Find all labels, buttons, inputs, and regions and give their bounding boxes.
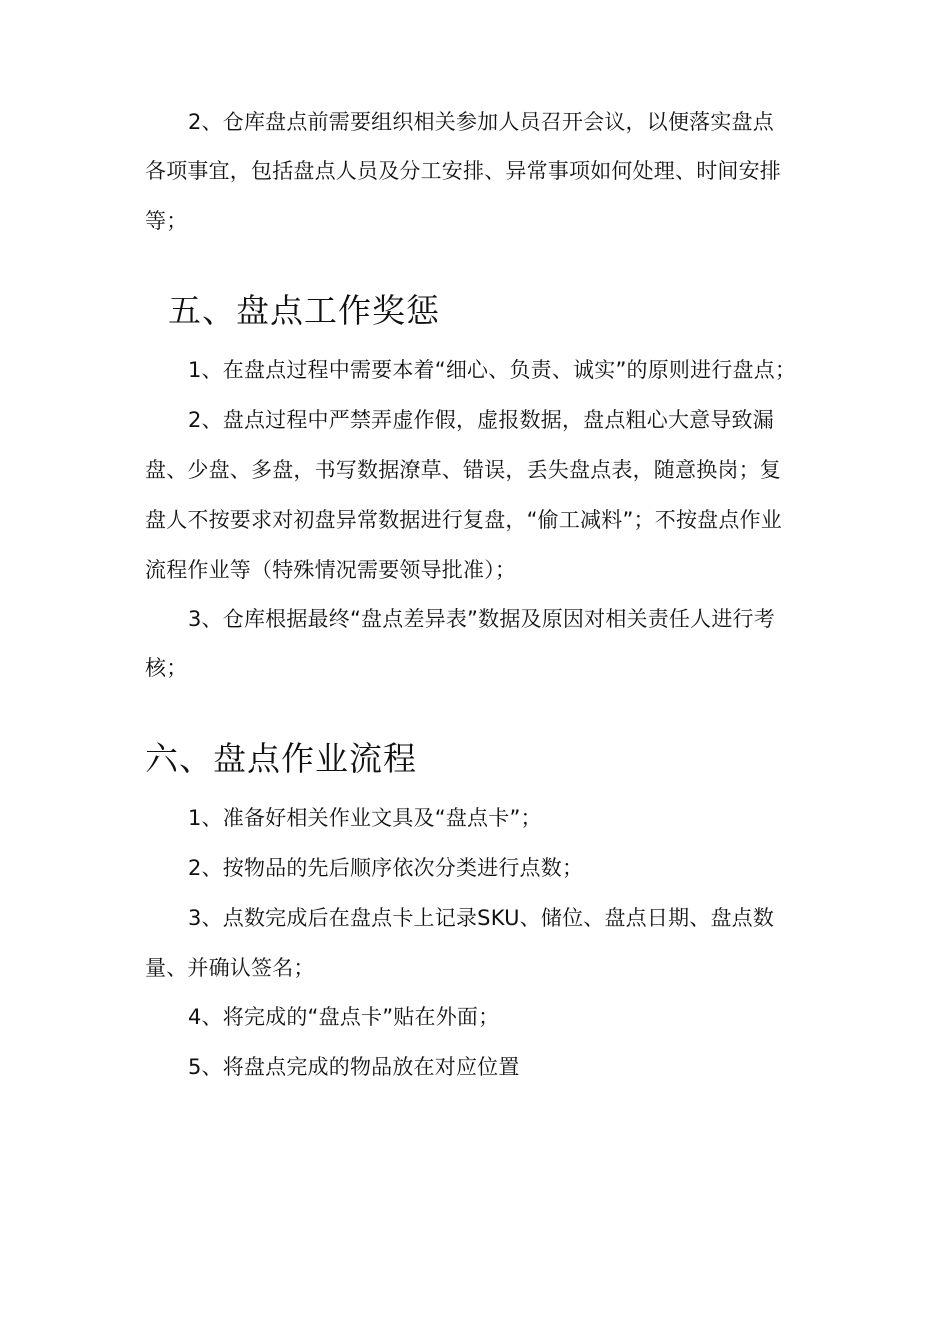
- s4-item2-line3: 等；: [145, 209, 188, 233]
- s5-item2-line1: 2、盘点过程中严禁弄虚作假，虚报数据，盘点粗心大意导致漏: [188, 408, 774, 432]
- section6-heading: 六、盘点作业流程: [145, 739, 417, 778]
- s6-item1-line1: 1、准备好相关作业文具及“盘点卡”；: [188, 806, 542, 830]
- s6-item5-line1: 5、将盘点完成的物品放在对应位置: [188, 1055, 520, 1079]
- s4-item2-line2: 各项事宜，包括盘点人员及分工安排、异常事项如何处理、时间安排: [145, 159, 781, 183]
- s5-item2-line3: 盘人不按要求对初盘异常数据进行复盘，“偷工减料”；不按盘点作业: [145, 508, 782, 532]
- s6-item2-line1: 2、按物品的先后顺序依次分类进行点数；: [188, 856, 584, 880]
- s5-item1-line1: 1、在盘点过程中需要本着“细心、负责、诚实”的原则进行盘点；: [188, 358, 797, 382]
- s6-item4-line1: 4、将完成的“盘点卡”贴在外面；: [188, 1005, 500, 1029]
- s5-item3-line2: 核；: [145, 656, 188, 680]
- s5-item2-line4: 流程作业等（特殊情况需要领导批准）；: [145, 558, 517, 582]
- s5-item3-line1: 3、仓库根据最终“盘点差异表”数据及原因对相关责任人进行考: [188, 607, 775, 631]
- s6-item3-line1: 3、点数完成后在盘点卡上记录SKU、储位、盘点日期、盘点数: [188, 906, 775, 930]
- section5-heading: 五、盘点工作奖惩: [168, 291, 440, 330]
- s4-item2-line1: 2、仓库盘点前需要组织相关参加人员召开会议，以便落实盘点: [188, 110, 774, 134]
- s5-item2-line2: 盘、少盘、多盘，书写数据潦草、错误，丢失盘点表，随意换岗；复: [145, 458, 781, 482]
- s6-item3-line2: 量、并确认签名；: [145, 956, 315, 980]
